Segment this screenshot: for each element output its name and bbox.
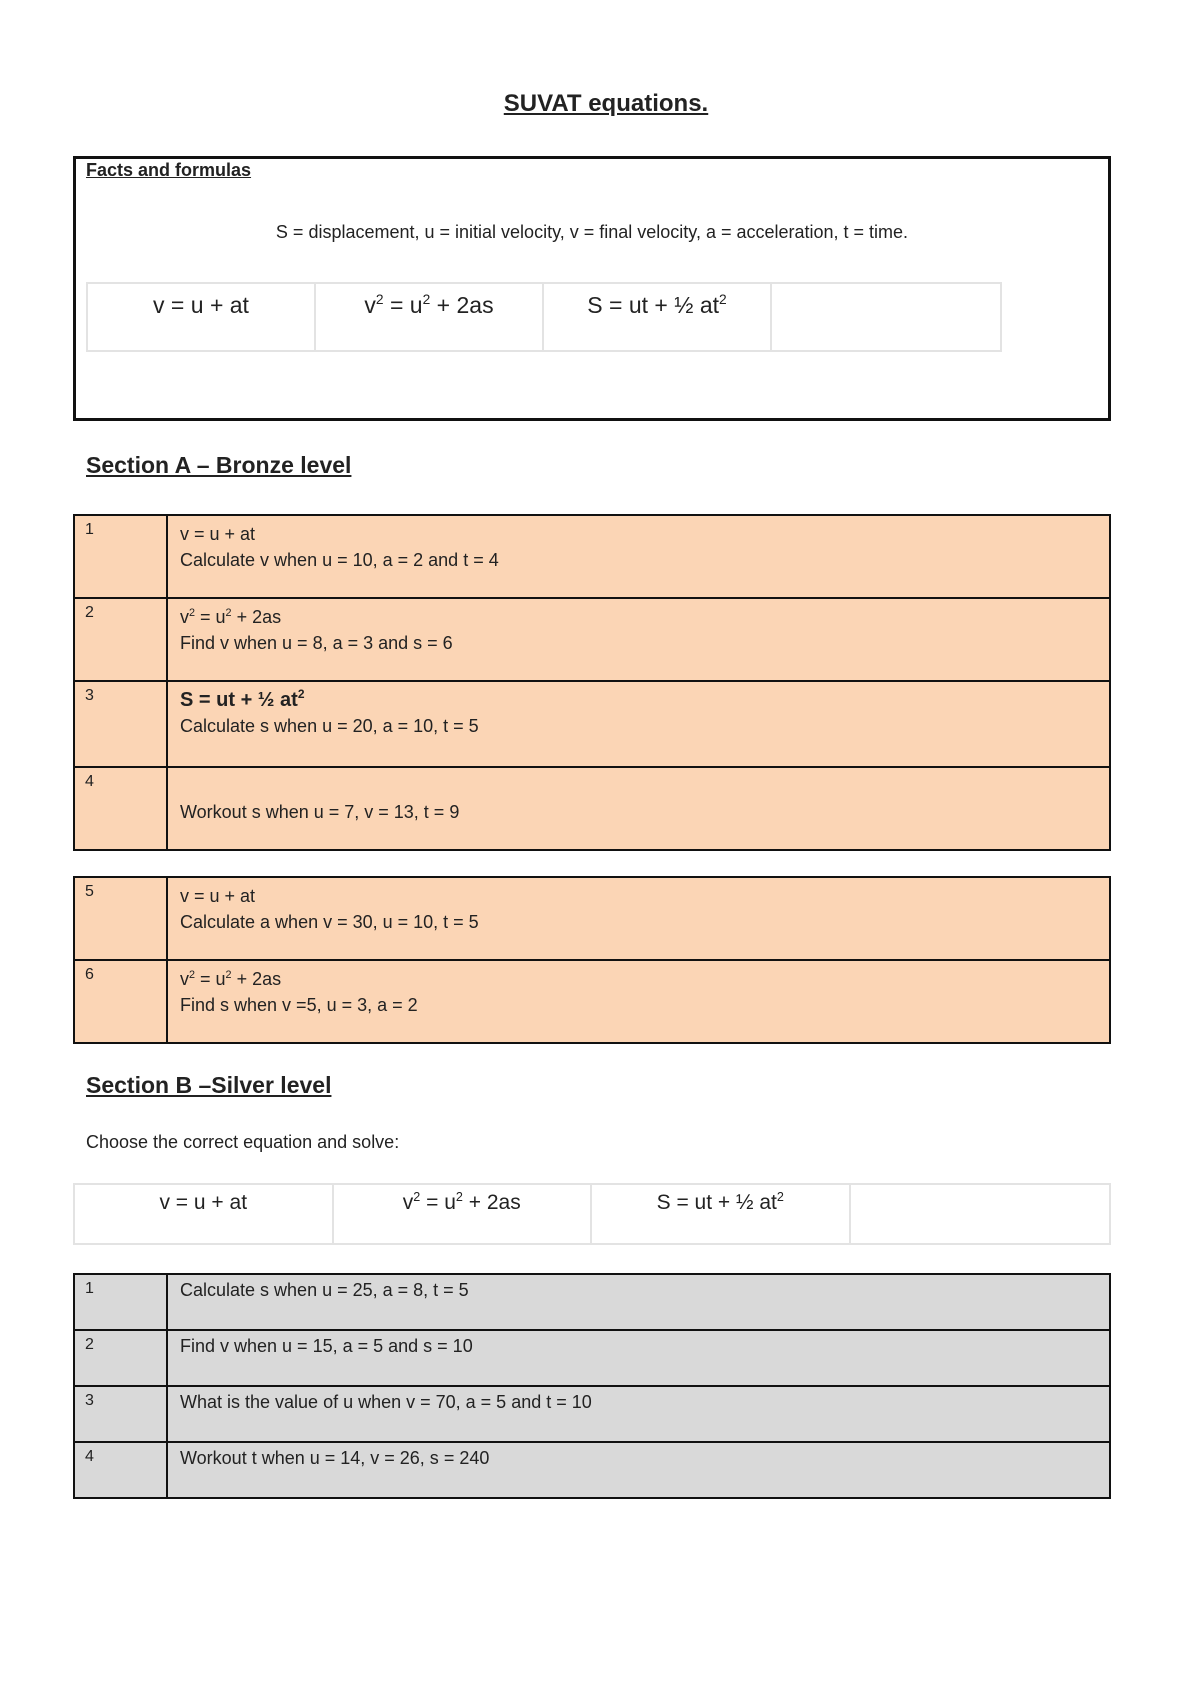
question-text: Calculate s when u = 20, a = 10, t = 5 <box>180 716 479 736</box>
formula-sup: 2 <box>225 606 232 619</box>
question-text: Find s when v =5, u = 3, a = 2 <box>180 995 418 1015</box>
question-formula <box>180 773 1097 799</box>
facts-formula-grid <box>86 282 1002 352</box>
formula-cell-2 <box>316 284 544 350</box>
section-b-instruction: Choose the correct equation and solve: <box>86 1132 400 1152</box>
formula-sup: 2 <box>225 968 232 981</box>
question-number: 1 <box>74 515 167 598</box>
formula-cell-3 <box>544 284 772 350</box>
table-row <box>74 1442 1110 1498</box>
formula-sup: 2 <box>422 292 431 308</box>
question-cell <box>167 877 1110 960</box>
formula-text: + 2as <box>462 1191 521 1214</box>
question-text: Find v when u = 15, a = 5 and s = 10 <box>167 1330 1110 1386</box>
question-cell <box>167 767 1110 850</box>
formula-text: S = ut + ½ at <box>587 292 719 318</box>
formula-text: + 2as <box>231 607 282 627</box>
formula-cell-1 <box>75 1185 334 1243</box>
question-text: Calculate a when v = 30, u = 10, t = 5 <box>180 912 479 932</box>
formula-sup: 2 <box>776 1189 784 1204</box>
table-row <box>74 1330 1110 1386</box>
question-cell <box>167 598 1110 681</box>
formula-sup: 2 <box>455 1189 463 1204</box>
question-number: 4 <box>74 1442 167 1498</box>
question-formula <box>180 966 1097 992</box>
formula-sup: 2 <box>297 687 305 702</box>
question-cell <box>167 515 1110 598</box>
facts-definitions: S = displacement, u = initial velocity, v = final velocity, a = acceleration, t = time. <box>275 222 909 242</box>
page-title: SUVAT equations. <box>503 90 709 117</box>
section-a-heading: Section A – Bronze level <box>86 452 352 478</box>
question-text: Calculate s when u = 25, a = 8, t = 5 <box>167 1274 1110 1330</box>
question-text: Workout s when u = 7, v = 13, t = 9 <box>180 802 460 822</box>
question-formula <box>180 604 1097 630</box>
question-number: 6 <box>74 960 167 1043</box>
question-text: Find v when u = 8, a = 3 and s = 6 <box>180 633 453 653</box>
formula-sup: 2 <box>189 968 196 981</box>
silver-table <box>73 1273 1111 1499</box>
table-row <box>74 767 1110 850</box>
question-cell <box>167 681 1110 767</box>
table-row <box>74 960 1110 1043</box>
bronze-table-2 <box>73 876 1111 1044</box>
formula-text: v <box>402 1191 414 1214</box>
formula-text: = u <box>420 1191 456 1214</box>
formula-text: v = u + at <box>153 292 249 318</box>
table-row <box>74 681 1110 767</box>
question-number: 1 <box>74 1274 167 1330</box>
formula-sup: 2 <box>719 292 727 308</box>
question-text: What is the value of u when v = 70, a = 5 and t = 10 <box>167 1386 1110 1442</box>
question-number: 2 <box>74 1330 167 1386</box>
table-row <box>74 1274 1110 1330</box>
formula-text: = u <box>195 969 226 989</box>
formula-cell-3 <box>592 1185 851 1243</box>
question-formula <box>180 687 1097 713</box>
silver-formula-grid <box>73 1183 1111 1245</box>
formula-text: = u <box>383 292 423 318</box>
question-formula: v = u + at <box>180 524 256 544</box>
question-text: Workout t when u = 14, v = 26, s = 240 <box>167 1442 1110 1498</box>
table-row <box>74 1386 1110 1442</box>
formula-cell-4 <box>851 1185 1110 1243</box>
formula-text: + 2as <box>231 969 282 989</box>
table-row <box>74 877 1110 960</box>
formula-text: v <box>180 969 189 989</box>
question-formula: v = u + at <box>180 886 256 906</box>
formula-text: v = u + at <box>159 1191 248 1214</box>
formula-text: = u <box>195 607 226 627</box>
table-row <box>74 515 1110 598</box>
question-number: 2 <box>74 598 167 681</box>
table-row <box>74 598 1110 681</box>
formula-text: v <box>180 607 189 627</box>
question-cell <box>167 960 1110 1043</box>
question-text: Calculate v when u = 10, a = 2 and t = 4 <box>180 550 499 570</box>
question-number: 3 <box>74 681 167 767</box>
bronze-table-1 <box>73 514 1111 851</box>
formula-cell-1 <box>88 284 316 350</box>
question-number: 3 <box>74 1386 167 1442</box>
question-number: 5 <box>74 877 167 960</box>
formula-text: + 2as <box>430 292 494 318</box>
formula-text: S = ut + ½ at <box>656 1191 777 1214</box>
formula-sup: 2 <box>189 606 196 619</box>
formula-text: S = ut + ½ at <box>180 689 298 711</box>
facts-heading: Facts and formulas <box>86 160 252 180</box>
question-number: 4 <box>74 767 167 850</box>
formula-sup: 2 <box>375 292 384 308</box>
formula-text: v <box>364 292 376 318</box>
formula-sup: 2 <box>413 1189 421 1204</box>
section-b-heading: Section B –Silver level <box>86 1072 332 1098</box>
formula-cell-2 <box>334 1185 593 1243</box>
formula-cell-4 <box>772 284 1000 350</box>
